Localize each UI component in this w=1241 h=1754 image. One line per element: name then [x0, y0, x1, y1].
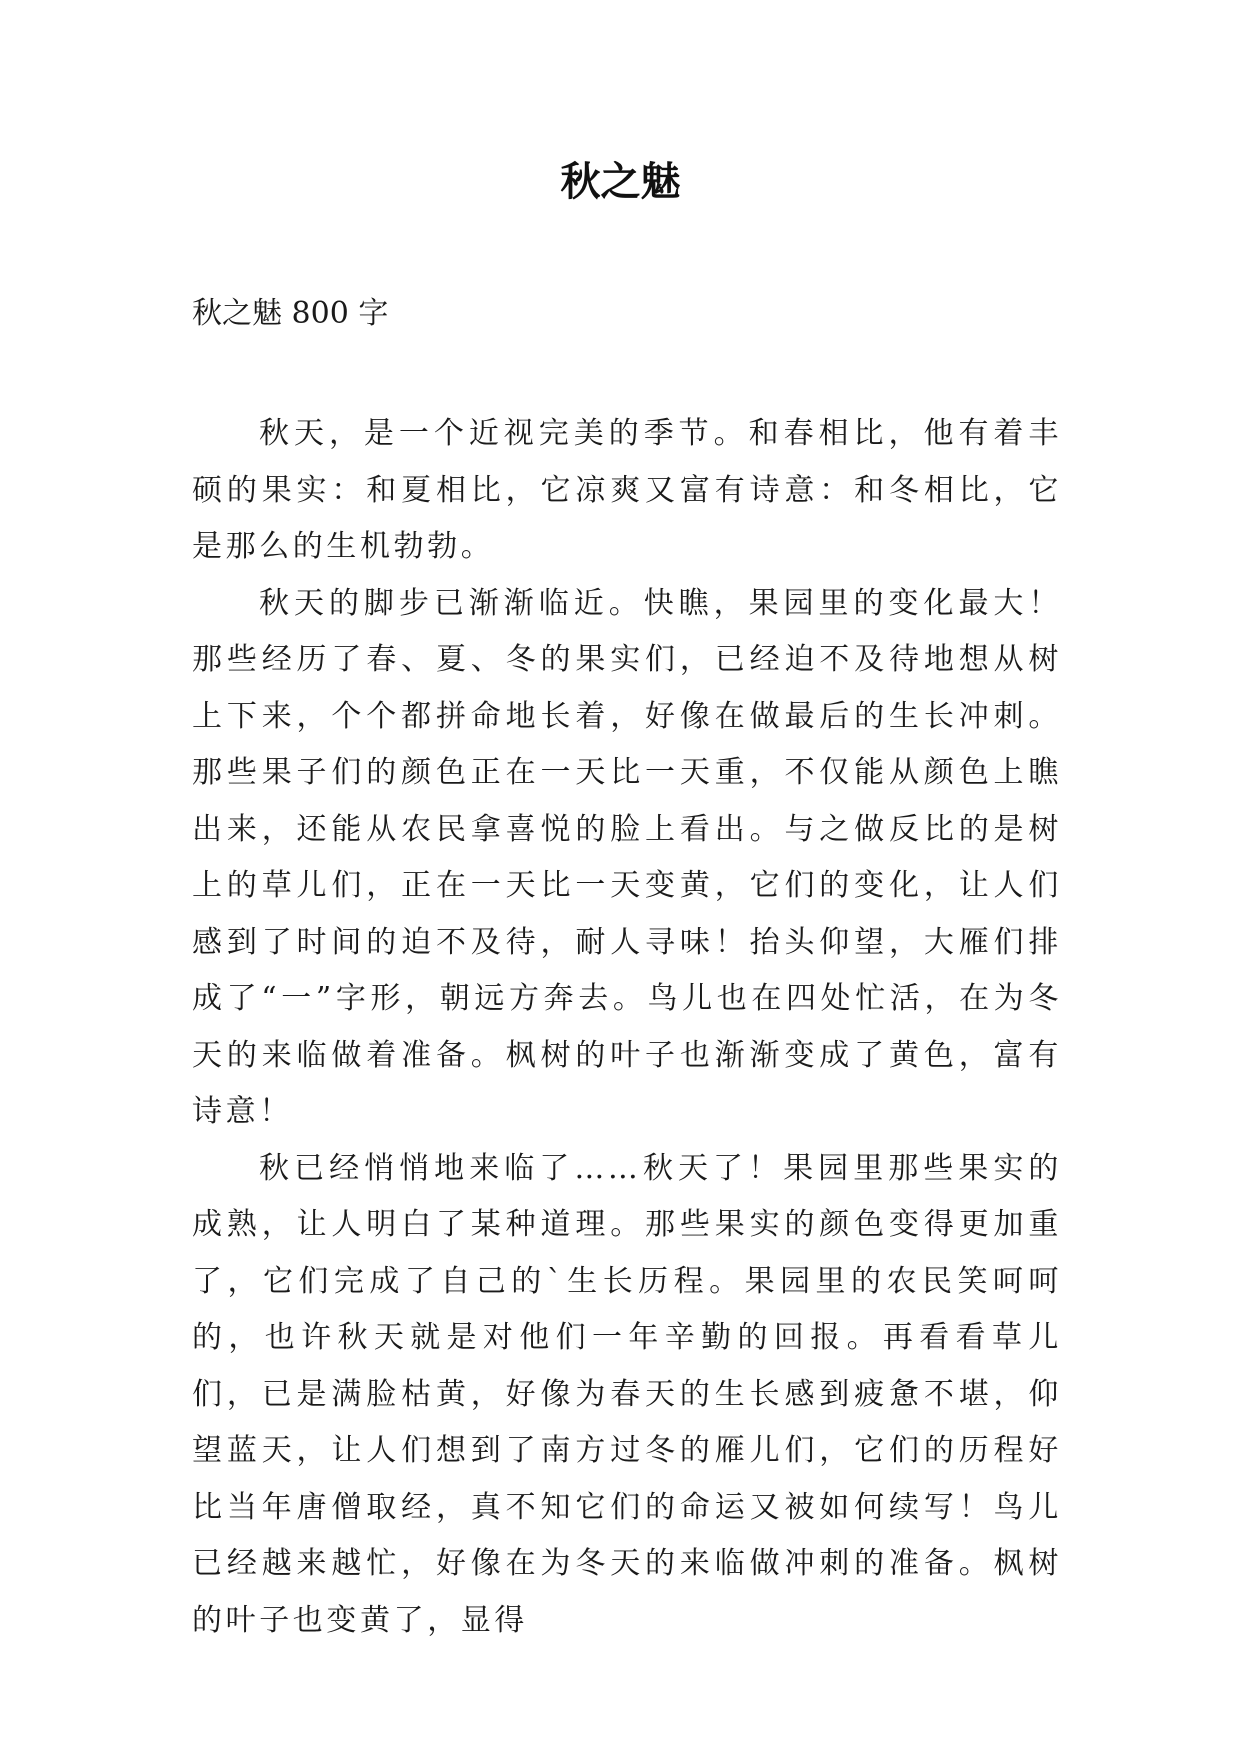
document-subtitle: 秋之魅 800 字: [192, 296, 389, 331]
paragraph-1: 秋天，是一个近视完美的季节。和春相比，他有着丰硕的果实：和夏相比，它凉爽又富有诗意：和冬相比，它是那么的生机勃勃。: [192, 416, 1062, 564]
paragraph-2: 秋天的脚步已渐渐临近。快瞧，果园里的变化最大！那些经历了春、夏、冬的果实们，已经迫不及待地想从树上下来，个个都拼命地长着，好像在做最后的生长冲刺。那些果子们的颜色正在一天比一天重，不仅能从颜色上瞧出来，还能从农民拿喜悦的脸上看出。与之做反比的是树上的草儿们，正在一天比一天变黄，它们的变化，让人们感到了时间的迫不及待，耐人寻味！抬头仰望，大雁们排成了“一”字形，朝远方奔去。鸟儿也在四处忙活，在为冬天的来临做着准备。枫树的叶子也渐渐变成了黄色，富有诗意！: [192, 585, 1062, 1129]
document-body: [192, 406, 1062, 1649]
paragraph-3: 秋已经悄悄地来临了……秋天了！果园里那些果实的成熟，让人明白了某种道理。那些果实的颜色变得更加重了，它们完成了自己的`生长历程。果园里的农民笑呵呵的，也许秋天就是对他们一年辛勤的回报。再看看草儿们，已是满脸枯黄，好像为春天的生长感到疲惫不堪，仰望蓝天，让人们想到了南方过冬的雁儿们，它们的历程好比当年唐僧取经，真不知它们的命运又被如何续写！鸟儿已经越来越忙，好像在为冬天的来临做冲刺的准备。枫树的叶子也变黄了，显得: [192, 1150, 1062, 1638]
document-title: 秋之魅: [560, 159, 681, 205]
